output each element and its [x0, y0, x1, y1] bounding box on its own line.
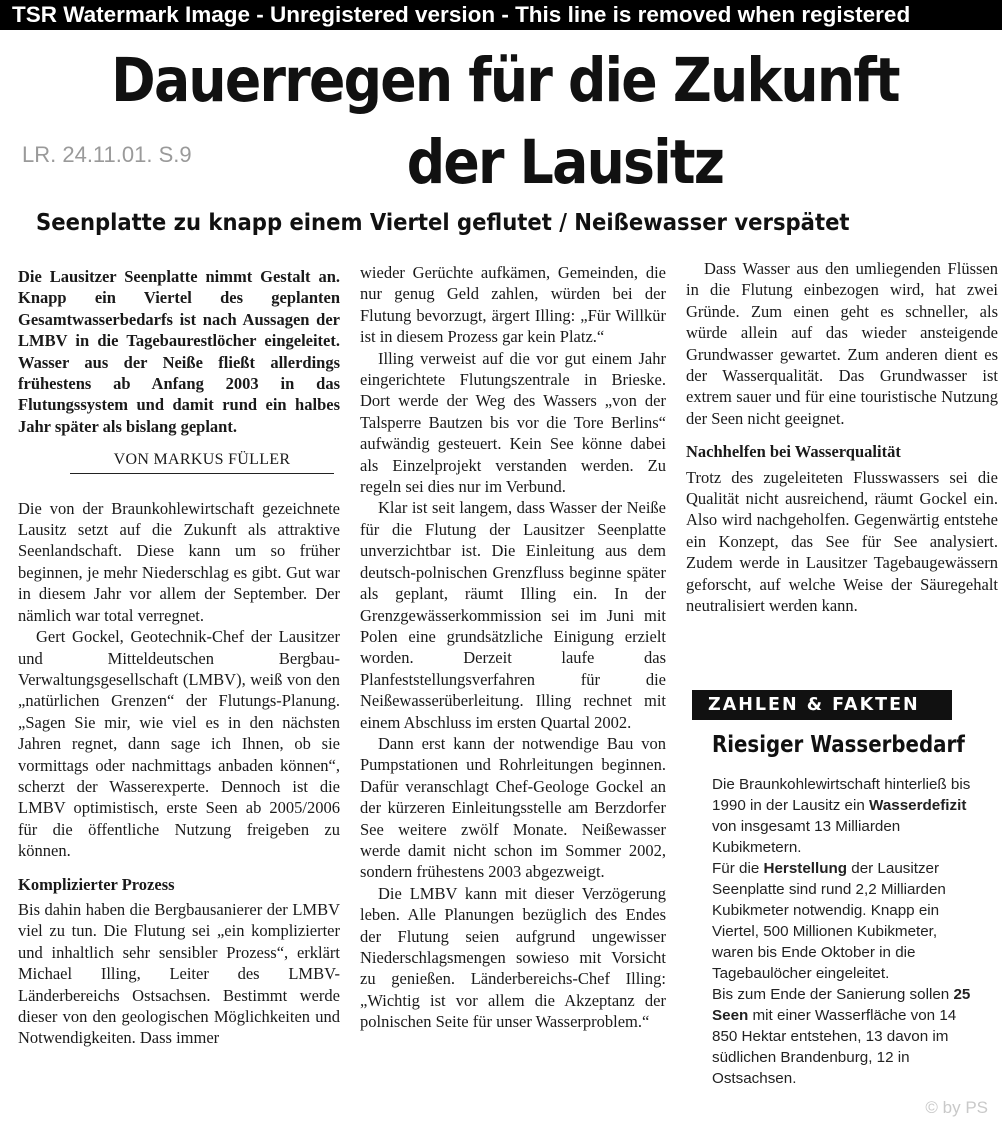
- headline: [30, 40, 980, 204]
- source-reference: LR. 24.11.01. S.9: [22, 142, 192, 167]
- article-column-2: [360, 262, 666, 1033]
- section-subhead: Nachhelfen bei Wasserqualität: [686, 442, 901, 462]
- subheadline: Seenplatte zu knapp einem Viertel geflutet / Neißewasser verspätet: [36, 210, 850, 236]
- article-paragraph: Dass Wasser aus den umliegenden Flüssen in die Flutung einbezogen wird, hat zwei Gründe. Zum einen geht es schneller, als würde allein auf das wieder ansteigende Grundwasser gewartet. Zum anderen dient es der Wasserqualität. Das Grundwasser ist extrem sauer und für eine touristische Nutzung der Seen nicht geeignet.: [686, 259, 998, 428]
- copyright-notice: © by PS: [925, 1098, 988, 1117]
- article-paragraph: Illing verweist auf die vor gut einem Jahr eingerichtete Flutungszentrale in Brieske. Dort werde der Weg des Wassers „von der Talsperre Bautzen bis vor die Tore Berlins“ aufwändig gesteuert. Kein See könne dabei als Einzelprojekt verstanden werden. Zu regeln sei dies nur im Verbund.: [360, 348, 666, 497]
- article-column-1: [18, 266, 340, 1049]
- article-lead: Die Lausitzer Seenplatte nimmt Gestalt an. Knapp ein Viertel des geplanten Gesamtwasserbedarfs ist nach Aussagen der LMBV in die Tagebaurestlöcher eingeleitet. Wasser aus der Neiße fließt allerdings frühestens ab Anfang 2003 in das Flutungssystem und damit rund ein halbes Jahr später als bislang geplant.: [18, 267, 340, 436]
- article-paragraph: Dann erst kann der notwendige Bau von Pumpstationen und Rohrleitungen beginnen. Dafür veranschlagt Chef-Geologe Gockel an der kürzeren Einleitungsstelle am Berzdorfer See weitere zwölf Monate. Neißewasser werde damit nicht schon im Sommer 2002, sondern frühestens 2003 abgezweigt.: [360, 733, 666, 882]
- factbox-tag: ZAHLEN & FAKTEN: [692, 690, 952, 720]
- byline: VON MARKUS FÜLLER: [70, 449, 334, 473]
- article-paragraph: wieder Gerüchte aufkämen, Gemeinden, die nur genug Geld zahlen, würden bei der Flutung bevorzugt, ärgert Illing: „Für Willkür ist in diesem Prozess gar kein Platz.“: [360, 263, 666, 347]
- article-paragraph: Gert Gockel, Geotechnik-Chef der Lausitzer und Mitteldeutschen Bergbau-Verwaltungsgesellschaft (LMBV), weiß von den „natürlichen Grenzen“ der Flutungs-Planung. „Sagen Sie mir, wie viel es in den nächsten Jahren regnet, dann sage ich Ihnen, ob sie vormittags oder nachmittags anbaden können“, scherzt der Wasserexperte. Dennoch ist die LMBV optimistisch, erste Seen ab 2005/2006 für die öffentliche Nutzung freigeben zu können.: [18, 627, 340, 861]
- factbox-title: Riesiger Wasserbedarf: [712, 732, 965, 758]
- article-paragraph: Bis dahin haben die Bergbausanierer der LMBV viel zu tun. Die Flutung sei „ein komplizierter und inhaltlich sehr sensibler Prozess“, erklärt Michael Illing, Leiter des LMBV-Länderbereichs Ostsachsen. Bestimmt werde dieser von den geologischen Möglichkeiten und Notwendigkeiten. Dass immer: [18, 899, 340, 1048]
- factbox-item: Bis zum Ende der Sanierung sollen 25 Seen mit einer Wasserfläche von 14 850 Hektar entstehen, 13 davon im südlichen Brandenburg, 12 in Ostsachsen.: [712, 986, 971, 1087]
- watermark-banner: TSR Watermark Image - Unregistered version - This line is removed when registered: [0, 0, 1002, 30]
- article-paragraph: Die von der Braunkohlewirtschaft gezeichnete Lausitz setzt auf die Zukunft als attraktive Seenlandschaft. Diese kann um so früher beginnen, je mehr Niederschlag es gibt. Gut war in diesem Jahr vor allem der September. Der nämlich war total verregnet.: [18, 498, 340, 625]
- headline-line-2: der Lausitz: [406, 127, 724, 198]
- section-subhead: Komplizierter Prozess: [18, 874, 175, 894]
- article-paragraph: Trotz des zugeleiteten Flusswassers sei die Qualität nicht ausreichend, räumt Gockel ein. Also wird nachgeholfen. Gegenwärtig entstehe ein Konzept, das See für See analysiert. Zudem werde in Lausitzer Tagebaugewässern geforscht, auf welche Weise der Säuregehalt neutralisiert werden kann.: [686, 467, 998, 616]
- article-column-3: [686, 258, 998, 617]
- factbox-body: [712, 774, 982, 1089]
- factbox-item: Für die Herstellung der Lausitzer Seenplatte sind rund 2,2 Milliarden Kubikmeter notwendig. Knapp ein Viertel, 500 Millionen Kubikmeter, waren bis Ende Oktober in die Tagebaulöcher eingeleitet.: [712, 860, 946, 982]
- article-paragraph: Die LMBV kann mit dieser Verzögerung leben. Alle Planungen bezüglich des Endes der Flutung seien aufgrund ungewisser Niederschlagsmengen sowieso mit Vorsicht zu genießen. Länderbereichs-Chef Illing: „Wichtig ist vor allem die Akzeptanz der polnischen Seite für unser Wasserproblem.“: [360, 883, 666, 1032]
- article-paragraph: Klar ist seit langem, dass Wasser der Neiße für die Flutung der Lausitzer Seenplatte unverzichtbar ist. Die Einleitung aus dem deutsch-polnischen Grenzfluss beginne später als geplant, räumt Illing ein. In der Grenzgewässerkommission sei im Juni mit Polen eine grundsätzliche Einigung erzielt worden. Derzeit laufe das Planfeststellungsverfahren für die Neißewasserüberleitung. Illing rechnet mit einem Abschluss im ersten Quartal 2002.: [360, 498, 666, 732]
- factbox-item: Die Braunkohlewirtschaft hinterließ bis 1990 in der Lausitz ein Wasserdefizit von insgesamt 13 Milliarden Kubikmetern.: [712, 776, 971, 856]
- headline-line-1: Dauerregen für die Zukunft: [111, 45, 899, 116]
